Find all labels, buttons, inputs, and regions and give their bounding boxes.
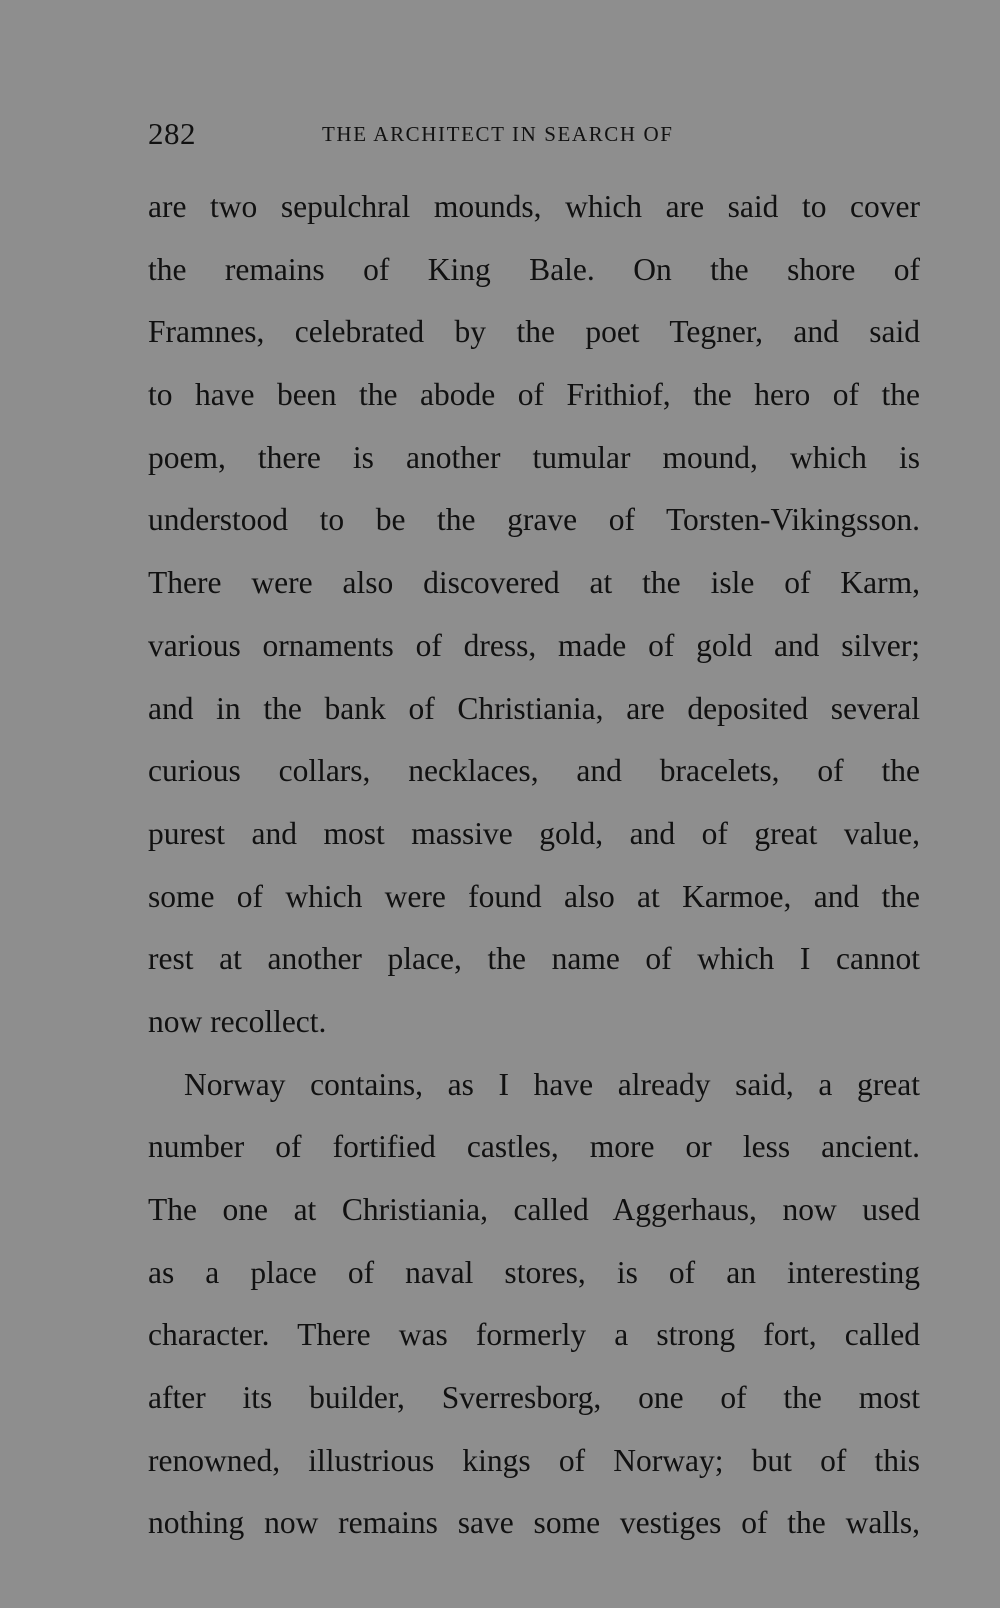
text-line: Framnes, celebrated by the poet Tegner, and said (148, 314, 920, 350)
text-line: renowned, illustrious kings of Norway; but of this (148, 1442, 920, 1478)
text-line: after its builder, Sverresborg, one of the most (148, 1380, 920, 1416)
text-line: as a place of naval stores, is of an interesting (148, 1254, 920, 1290)
text-line: number of fortified castles, more or less ancient. (148, 1129, 920, 1165)
text-line: There were also discovered at the isle of Karm, (148, 565, 920, 601)
text-line: now recollect. (148, 1003, 327, 1039)
body-text (148, 176, 920, 1555)
page-number: 282 (148, 116, 196, 151)
text-line: character. There was formerly a strong fort, called (148, 1317, 920, 1353)
text-line: poem, there is another tumular mound, which is (148, 439, 920, 475)
running-head (148, 116, 744, 156)
text-line: and in the bank of Christiania, are deposited several (148, 690, 920, 726)
text-line: to have been the abode of Frithiof, the hero of the (148, 377, 920, 413)
text-line: various ornaments of dress, made of gold and silver; (148, 627, 920, 663)
paragraph-2 (148, 1054, 920, 1556)
text-line: the remains of King Bale. On the shore of (148, 251, 920, 287)
text-line: purest and most massive gold, and of great value, (148, 815, 920, 851)
paragraph-1 (148, 176, 920, 1054)
text-line: nothing now remains save some vestiges of the walls, (148, 1505, 920, 1541)
text-line: The one at Christiania, called Aggerhaus, now used (148, 1192, 920, 1227)
text-line: some of which were found also at Karmoe, and the (148, 878, 920, 914)
text-line: curious collars, necklaces, and bracelets, of the (148, 753, 920, 789)
text-line: understood to be the grave of Torsten-Vikingsson. (148, 502, 920, 538)
text-line: Norway contains, as I have already said, a great (184, 1066, 920, 1102)
text-line: are two sepulchral mounds, which are said to cover (148, 189, 920, 224)
text-line: rest at another place, the name of which I cannot (148, 941, 920, 977)
running-title: THE ARCHITECT IN SEARCH OF (322, 122, 674, 146)
